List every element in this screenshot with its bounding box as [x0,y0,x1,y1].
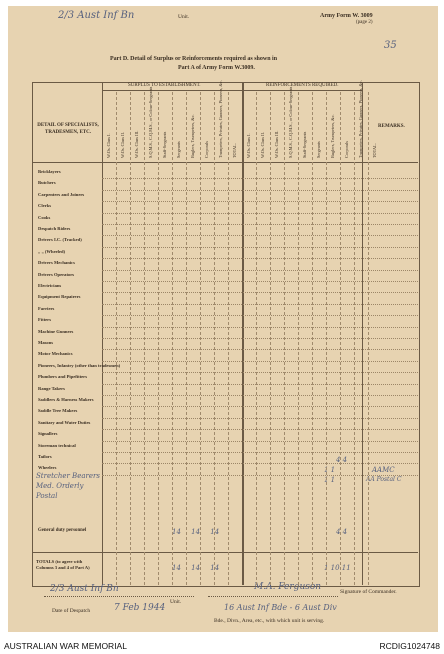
row-line [102,178,418,179]
remark-row2: AAMC [372,466,395,474]
row-line [102,384,418,385]
column-heading: W.Os. Class II. [120,132,125,158]
section-header-line [102,90,362,91]
row-label: Plumbers and Pipefitters [38,374,87,380]
row-label: Farriers [38,305,55,311]
row-line [102,315,418,316]
column-heading: S.Q.M.S., C.Q.M.S., or Colour-Sergeants [148,86,153,158]
date-label: Date of Despatch [52,608,91,614]
row-label: Sanitary and Water Duties [38,419,91,425]
row-label: Carpenters and Joiners [38,191,85,197]
row-label: Despatch Riders [38,226,71,231]
handwritten-row-label: Stretcher Bearers [36,471,100,480]
row-line [102,452,418,453]
totals-top-line [32,552,418,553]
surplus-header: SURPLUS TO ESTABLISHMENT. [128,83,201,88]
row-label: Bricklayers [38,169,61,174]
row-line [102,224,418,225]
row-line [102,338,418,339]
row-label: Range Takers [38,385,65,391]
reinforcement-header: REINFORCEMENTS REQUIRED. [266,83,339,88]
row-line [102,429,418,430]
column-heading: Staff-Sergeants [302,131,307,158]
row-label: Equipment Repairers [38,294,81,300]
row-line [102,418,418,419]
row-line [102,304,418,305]
section-divider [242,82,244,585]
detail-column-divider [102,82,103,585]
row-label: Machine Gunners [38,328,74,334]
column-heading: Staff-Sergeants [162,131,167,158]
row-label: Saddle Tree Makers [38,408,78,414]
reinf-entry-row1: 4 4 [336,456,348,464]
row-label: Storeman technical [38,442,76,448]
row-line [102,292,418,293]
column-heading: Trumpeters, Privates, Gunners, Pioneers, &c. [218,80,223,158]
column-heading: S.Q.M.S., C.Q.M.S., or Colour-Sergeants [288,86,293,158]
row-label: Tailors [38,454,52,459]
row-label: Signallers [38,431,58,437]
date-handwritten: 7 Feb 1944 [114,603,166,613]
commander-signature: M.A. Ferguson [254,582,322,592]
column-heading: Sergeants [176,141,181,158]
row-line [102,270,418,271]
remarks-header: REMARKS. [378,124,405,129]
row-line [102,213,418,214]
reinf-entry-row2: 1 1 [324,466,336,474]
form-sheet [8,6,438,632]
row-label: Cooks [38,214,51,220]
general-duty-reinf: 4 4 [336,528,348,536]
column-heading: W.Os. Class II. [260,132,265,158]
form-title-line2: Part A of Army Form W.3009. [178,65,255,71]
column-heading: TOTAL. [372,143,377,158]
column-heading: W.Os. Class I. [246,133,251,158]
commander-label: Signature of Commander. [340,589,397,595]
corner-mark: 35 [384,40,397,51]
row-line [102,327,418,328]
totals-label: TOTALS (to agree with Columns 3 and 4 of Part A) [36,559,90,570]
column-heading: TOTAL. [232,143,237,158]
row-label: Clerks [38,203,52,209]
general-duty-label: General duty personnel [38,528,87,533]
row-line [102,372,418,373]
form-number: Army Form W. 3009 [320,13,373,19]
archive-name: AUSTRALIAN WAR MEMORIAL [4,641,127,651]
column-heading: W.Os. Class III. [274,130,279,158]
column-heading: W.Os. Class III. [134,130,139,158]
row-line [102,475,418,476]
column-heading: Buglers, Trumpeters, &c. [190,114,195,158]
bde-handwritten: 16 Aust Inf Bde - 6 Aust Div [224,603,337,612]
totals-surplus: 14 14 14 [172,564,220,572]
column-heading: W.Os. Class I. [106,133,111,158]
row-line [102,281,418,282]
form-title-line1: Part D. Detail of Surplus or Reinforcements required as shown in [110,56,278,62]
row-label: Drivers Mechanics [38,260,75,266]
row-line [102,406,418,407]
row-label: Masons [38,340,54,345]
archive-footer [0,638,444,654]
row-line [102,395,418,396]
column-heading: Buglers, Trumpeters, &c. [330,114,335,158]
column-heading: Corporals [204,141,209,158]
row-line [102,463,418,464]
header-bottom-line [32,162,418,163]
handwritten-row-label: Postal [36,491,58,500]
row-label: Pioneers, Infantry (other than tradesmen) [38,362,121,368]
row-label: Butchers [38,180,56,186]
row-line [102,201,418,202]
row-label: Wheelers [38,465,57,471]
archive-reference: RCDIG1024748 [379,641,440,651]
general-duty-surplus: 14 14 14 [172,528,220,536]
row-label: „ „ (Wheeled) [38,248,66,254]
row-line [102,349,418,350]
column-heading: Trumpeters, Privates, Gunners, Pioneers, &c. [358,80,363,158]
signature-line [208,596,338,597]
row-label: Motor Mechanics [38,351,73,357]
column-heading: Corporals [344,141,349,158]
column-heading: Sergeants [316,141,321,158]
handwritten-row-label: Med. Orderly [36,481,84,490]
row-line [102,235,418,236]
remark-row3: AA Postal C [366,476,402,483]
row-line [102,258,418,259]
unit-line [44,596,194,597]
page-number: (page 2) [356,20,373,25]
bde-label: Bde., Divn., Area, etc., with which unit is serving. [214,618,325,624]
unit-label-top: Unit. [178,14,190,20]
row-label: Saddlers & Harness Makers [38,397,94,402]
unit-handwritten-bottom: 2/3 Aust Inf Bn [50,584,119,594]
row-line [102,441,418,442]
reinf-entry-row3: 1 1 [324,476,336,484]
row-line [102,361,418,362]
unit-handwritten-top: 2/3 Aust Inf Bn [58,10,135,21]
row-label: Fitters [38,317,52,323]
row-label: Drivers Operators [38,271,75,277]
row-line [102,247,418,248]
row-line [102,190,418,191]
unit-label-bottom: Unit. [170,599,182,605]
row-label: Drivers I.C. (Tracked) [38,237,82,243]
totals-reinf: 1 10 11 [324,564,351,572]
detail-header: DETAIL OF SPECIALISTS, TRADESMEN, ETC. [37,123,99,135]
row-label: Electricians [38,283,62,288]
